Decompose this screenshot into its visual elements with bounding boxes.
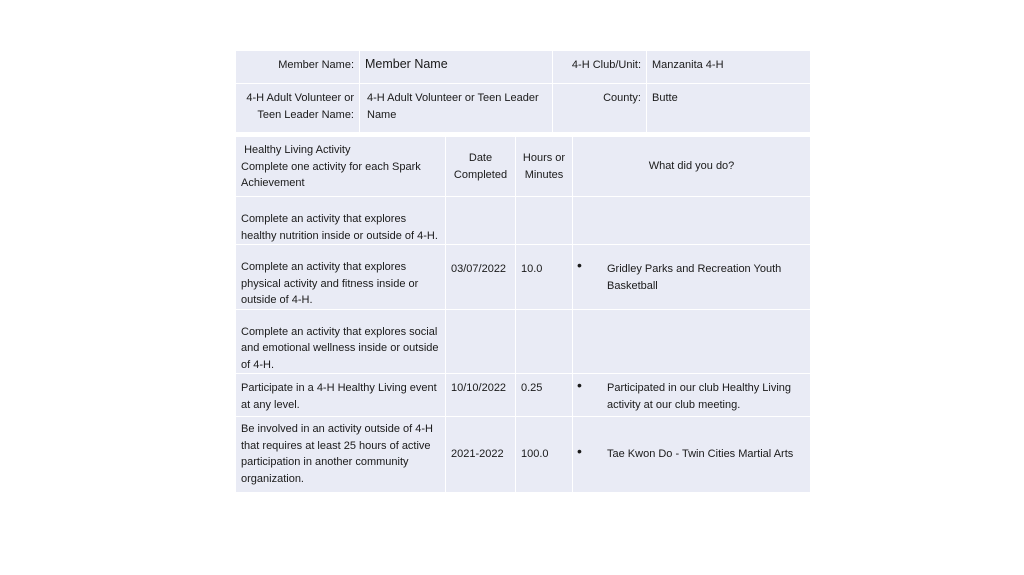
hours-field[interactable]: 100.0 (516, 417, 573, 493)
club-label: 4-H Club/Unit: (553, 51, 647, 84)
activity-cell: Participate in a 4-H Healthy Living event at any level. (236, 374, 446, 417)
date-field[interactable] (446, 310, 516, 375)
table-row (236, 310, 810, 375)
what-text: Gridley Parks and Recreation Youth Basketball (607, 263, 782, 292)
what-text: Tae Kwon Do - Twin Cities Martial Arts (607, 448, 794, 461)
bullet-icon: • (577, 443, 582, 459)
record-sheet (236, 51, 810, 493)
what-text: Participated in our club Healthy Living activity at our club meeting. (607, 382, 792, 411)
activity-cell: Complete an activity that explores healthy nutrition inside or outside of 4-H. (236, 197, 446, 245)
bullet-icon: • (577, 257, 582, 273)
date-column-header: Date Completed (446, 137, 516, 197)
healthy-living-table (236, 137, 810, 493)
member-name-field[interactable]: Member Name (360, 51, 553, 84)
activity-cell: Be involved in an activity outside of 4-H that requires at least 25 hours of active participation in another community organization. (236, 417, 446, 493)
date-field[interactable]: 10/10/2022 (446, 374, 516, 417)
leader-info-row (236, 84, 810, 133)
hours-field[interactable]: 0.25 (516, 374, 573, 417)
date-field[interactable]: 2021-2022 (446, 417, 516, 493)
activity-cell: Complete an activity that explores physical activity and fitness inside or outside of 4-H. (236, 245, 446, 310)
club-field[interactable]: Manzanita 4-H (647, 51, 810, 84)
member-info-table (236, 51, 810, 133)
member-name-label: Member Name: (236, 51, 360, 84)
what-column-header: What did you do? (573, 137, 810, 197)
what-field[interactable] (573, 374, 810, 417)
table-row (236, 374, 810, 417)
activity-cell: Complete an activity that explores social and emotional wellness inside or outside of 4-H. (236, 310, 446, 375)
member-info-row (236, 51, 810, 84)
leader-name-field[interactable]: 4-H Adult Volunteer or Teen Leader Name (360, 84, 553, 133)
what-field[interactable] (573, 310, 810, 375)
what-field[interactable] (573, 197, 810, 245)
table-row (236, 417, 810, 493)
county-label: County: (553, 84, 647, 133)
county-field[interactable]: Butte (647, 84, 810, 133)
table-row (236, 197, 810, 245)
table-row (236, 245, 810, 310)
bullet-icon: • (577, 377, 582, 393)
date-field[interactable] (446, 197, 516, 245)
hours-field[interactable] (516, 310, 573, 375)
leader-name-label: 4-H Adult Volunteer or Teen Leader Name: (236, 84, 360, 133)
what-field[interactable] (573, 417, 810, 493)
table-header-row (236, 137, 810, 197)
hours-field[interactable] (516, 197, 573, 245)
what-field[interactable] (573, 245, 810, 310)
hours-column-header: Hours or Minutes (516, 137, 573, 197)
date-field[interactable]: 03/07/2022 (446, 245, 516, 310)
activity-column-header (236, 137, 446, 197)
activity-header-title: Healthy Living Activity (244, 144, 351, 156)
activity-header-subtitle: Complete one activity for each Spark Achievement (241, 160, 421, 189)
hours-field[interactable]: 10.0 (516, 245, 573, 310)
